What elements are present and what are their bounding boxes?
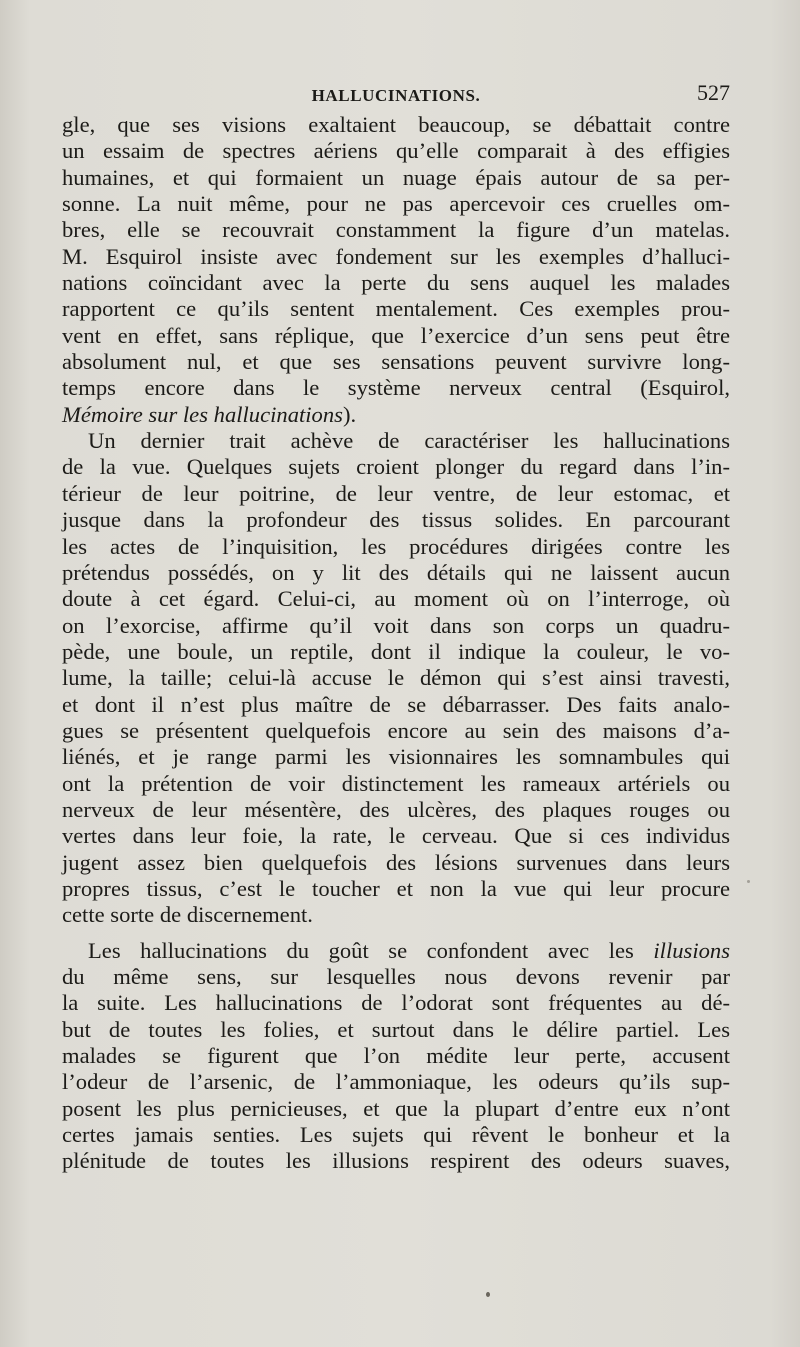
italic-word: illusions <box>653 937 730 963</box>
text-line: nerveux de leur mésentère, des ulcères, des plaques rouges ou <box>62 796 730 822</box>
text-line: humaines, et qui formaient un nuage épais autour de sa per- <box>62 164 730 190</box>
text-fragment: Les hallucinations du goût se confondent avec les <box>88 937 634 963</box>
running-title: HALLUCINATIONS. <box>311 86 481 105</box>
paragraph-3 <box>62 938 730 1175</box>
text-line: absolument nul, et que ses sensations peuvent survivre long- <box>62 349 730 375</box>
text-line: bres, elle se recouvrait constamment la figure d’un matelas. <box>62 217 730 243</box>
body-text <box>62 112 730 1175</box>
text-line: on l’exorcise, affirme qu’il voit dans son corps un quadru- <box>62 612 730 638</box>
text-line: les actes de l’inquisition, les procédures dirigées contre les <box>62 533 730 559</box>
text-line: certes jamais senties. Les sujets qui rêvent le bonheur et la <box>62 1122 730 1148</box>
text-line: propres tissus, c’est le toucher et non la vue qui leur procure <box>62 875 730 901</box>
paper-speck <box>486 1292 490 1297</box>
italic-title: Mémoire sur les hallucinations <box>62 401 343 427</box>
text-line: posent les plus pernicieuses, et que la plupart d’entre eux n’ont <box>62 1095 730 1121</box>
text-line: l’odeur de l’arsenic, de l’ammoniaque, les odeurs qu’ils sup- <box>62 1069 730 1095</box>
text-line: nations coïncidant avec la perte du sens auquel les malades <box>62 270 730 296</box>
text-line: un essaim de spectres aériens qu’elle comparait à des effigies <box>62 138 730 164</box>
text-line: liénés, et je range parmi les visionnaires les somnambules qui <box>62 744 730 770</box>
text-line: plénitude de toutes les illusions respirent des odeurs suaves, <box>62 1148 730 1174</box>
text-line: but de toutes les folies, et surtout dans le délire partiel. Les <box>62 1016 730 1042</box>
page-number: 527 <box>697 80 730 105</box>
text-line: prétendus possédés, on y lit des détails qui ne laissent aucun <box>62 559 730 585</box>
text-line: sonne. La nuit même, pour ne pas apercevoir ces cruelles om- <box>62 191 730 217</box>
paragraph-2 <box>62 428 730 929</box>
text-line: térieur de leur poitrine, de leur ventre, de leur estomac, et <box>62 480 730 506</box>
text-line: vertes dans leur foie, la rate, le cerveau. Que si ces individus <box>62 823 730 849</box>
text-line: M. Esquirol insiste avec fondement sur les exemples d’halluci- <box>62 243 730 269</box>
text-line: jugent assez bien quelquefois des lésions survenues dans leurs <box>62 849 730 875</box>
text-line: pède, une boule, un reptile, dont il indique la couleur, le vo- <box>62 638 730 664</box>
paper-speck <box>747 880 750 883</box>
text-fragment: ). <box>342 401 357 427</box>
text-line: gues se présentent quelquefois encore au sein des maisons d’a- <box>62 717 730 743</box>
text-line: ont la prétention de voir distinctement les rameaux artériels ou <box>62 770 730 796</box>
text-line: du même sens, sur lesquelles nous devons revenir par <box>62 964 730 989</box>
text-line <box>62 402 730 428</box>
text-line: rapportent ce qu’ils sentent mentalement. Ces exemples prou- <box>62 296 730 322</box>
page-header <box>62 80 730 110</box>
text-line: vent en effet, sans réplique, que l’exercice d’un sens peut être <box>62 322 730 348</box>
text-line: malades se figurent que l’on médite leur perte, accusent <box>62 1043 730 1069</box>
text-line: gle, que ses visions exaltaient beaucoup, se débattait contre <box>62 112 730 137</box>
text-line: et dont il n’est plus maître de se débarrasser. Des faits analo- <box>62 691 730 717</box>
text-line: cette sorte de discernement. <box>62 902 313 928</box>
text-line: Un dernier trait achève de caractériser les hallucinations <box>88 428 730 454</box>
text-line: la suite. Les hallucinations de l’odorat sont fréquentes au dé- <box>62 990 730 1016</box>
text-line <box>62 938 730 964</box>
text-line: lume, la taille; celui-là accuse le démon qui s’est ainsi travesti, <box>62 665 730 691</box>
paragraph-1 <box>62 112 730 428</box>
text-line: jusque dans la profondeur des tissus solides. En parcourant <box>62 507 730 533</box>
text-line: de la vue. Quelques sujets croient plonger du regard dans l’in- <box>62 454 730 480</box>
text-line: temps encore dans le système nerveux central (Esquirol, <box>62 375 730 401</box>
text-line: doute à cet égard. Celui-ci, au moment où on l’interroge, où <box>62 586 730 612</box>
